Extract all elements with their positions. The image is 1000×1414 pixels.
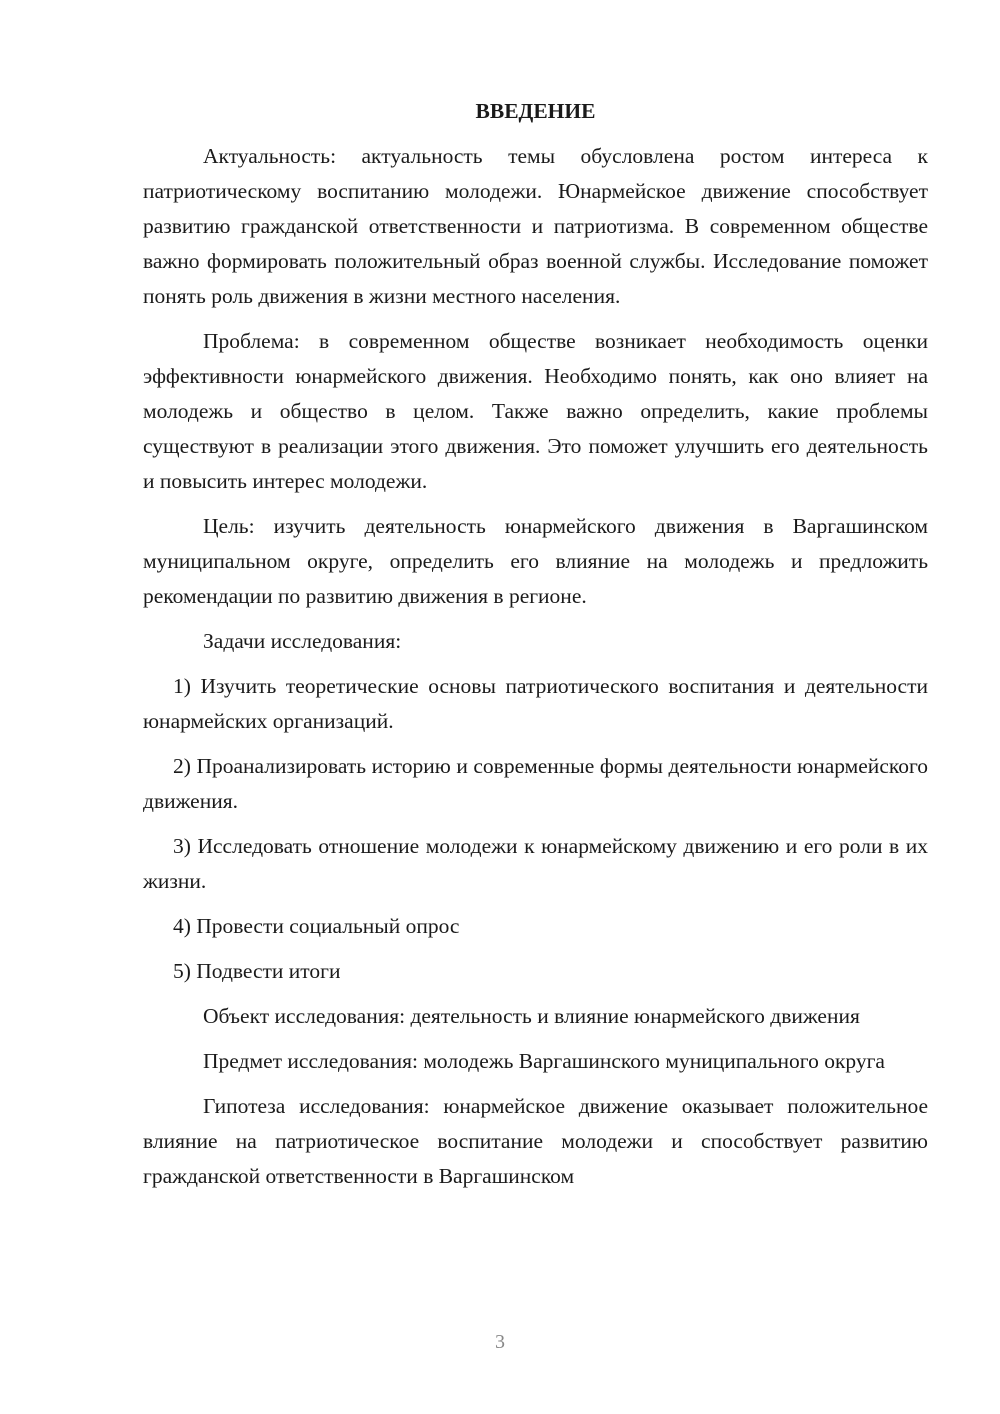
paragraph-goal: Цель: изучить деятельность юнармейского движения в Варгашинском муниципальном округе, определить его влияние на молодежь и предложить рекомендации по развитию движения в регионе. [143,514,928,608]
paragraph-object: Объект исследования: деятельность и влияние юнармейского движения [203,1004,860,1028]
paragraph-problem: Проблема: в современном обществе возникает необходимость оценки эффективности юнармейского движения. Необходимо понять, как оно влияет на молодежь и общество в целом. Также важно определить, какие проблемы существуют в реализации этого движения. Это поможет улучшить его деятельность и повысить интерес молодежи. [143,329,928,493]
task-item-4: 4) Провести социальный опрос [173,914,460,938]
task-item-1: 1) Изучить теоретические основы патриотического воспитания и деятельности юнармейских организаций. [143,674,928,733]
page-number: 3 [495,1331,505,1353]
tasks-heading: Задачи исследования: [203,629,402,653]
paragraph-relevance: Актуальность: актуальность темы обусловлена ростом интереса к патриотическому воспитанию молодежи. Юнармейское движение способствует развитию гражданской ответственности и патриотизма. В современном обществе важно формировать положительный образ военной службы. Исследование поможет понять роль движения в жизни местного населения. [143,144,928,308]
section-title: ВВЕДЕНИЕ [475,99,596,123]
task-item-5: 5) Подвести итоги [173,959,341,983]
paragraph-subject: Предмет исследования: молодежь Варгашинского муниципального округа [203,1049,885,1073]
paragraph-hypothesis: Гипотеза исследования: юнармейское движение оказывает положительное влияние на патриотическое воспитание молодежи и способствует развитию гражданской ответственности в Варгашинском [143,1094,928,1188]
document-body [143,94,928,1204]
task-item-3: 3) Исследовать отношение молодежи к юнармейскому движению и его роли в их жизни. [143,834,928,893]
task-item-2: 2) Проанализировать историю и современные формы деятельности юнармейского движения. [143,754,928,813]
